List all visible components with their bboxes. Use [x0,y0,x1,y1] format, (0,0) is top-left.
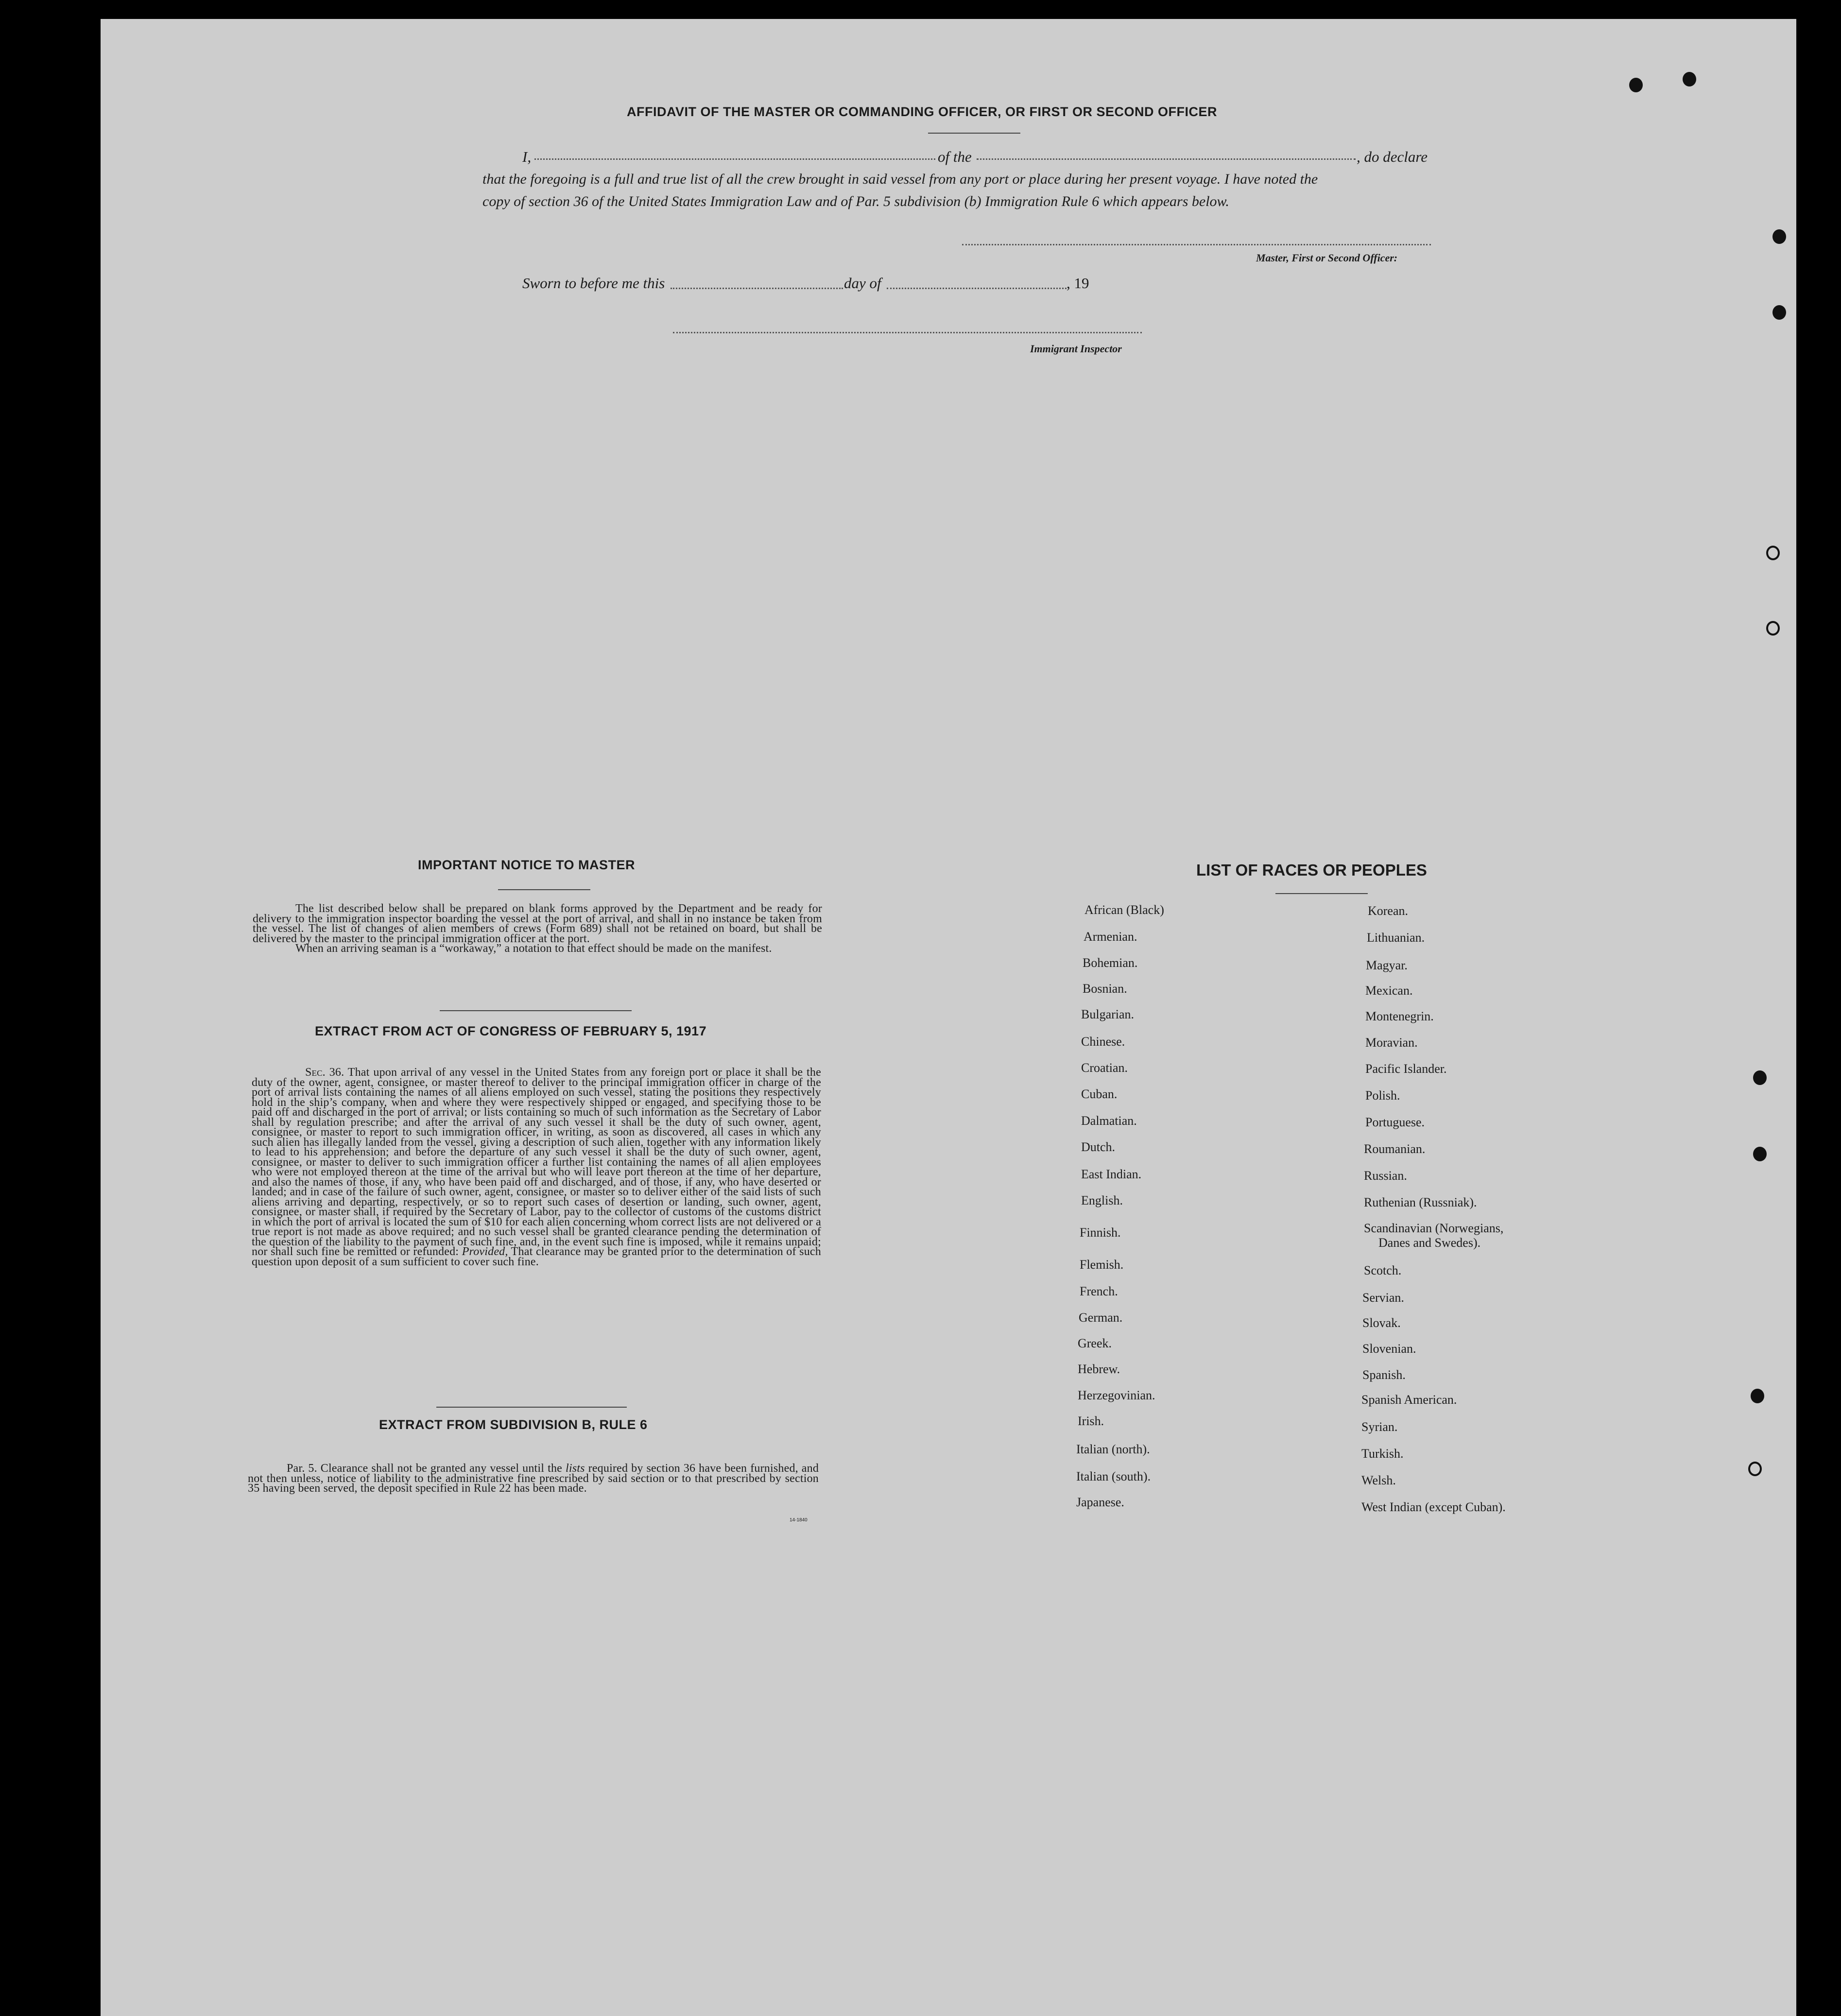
race-item: Bosnian. [1083,982,1127,996]
punch-hole [1772,305,1786,320]
extract-act-title: EXTRACT FROM ACT OF CONGRESS OF FEBRUARY 5, 1917 [315,1024,707,1038]
section-36-text-end: That clearance may be granted prior to the determination of such question upon deposit of a sum sufficient to cover such fine. [252,1245,821,1268]
race-item: Syrian. [1361,1420,1398,1434]
divider [1275,893,1368,894]
rule-text-b: required by section 36 have been furnished, and not then unless, notice of liability to the administrative fine prescribed by said section or to that prescribed by section 35 having been served, the deposit specified in Rule 22 has been made. [248,1462,819,1495]
race-item: Cuban. [1081,1087,1118,1101]
race-item: Armenian. [1084,930,1137,944]
extract-rule-body [248,1464,819,1494]
race-item: Danes and Swedes). [1378,1236,1481,1250]
race-item: Greek. [1078,1336,1112,1350]
race-item: Finnish. [1080,1225,1121,1240]
punch-hole [1748,1462,1762,1476]
race-item: English. [1081,1193,1123,1207]
race-item: West Indian (except Cuban). [1361,1500,1506,1514]
inspector-signature-blank[interactable] [673,332,1142,333]
race-item: Chinese. [1081,1034,1125,1049]
year-label: , 19 [1067,275,1089,292]
race-item: Spanish. [1362,1368,1406,1382]
do-declare-label: , do declare [1357,148,1428,165]
race-item: Magyar. [1366,958,1408,972]
affidavit-line-2: that the foregoing is a full and true list of all the crew brought in said vessel from any port or place during her present voyage. I have noted the [482,171,1318,187]
extract-act-body [252,1068,821,1267]
race-item: Polish. [1365,1088,1400,1103]
race-item: Slovenian. [1362,1342,1416,1356]
race-item: East Indian. [1081,1167,1142,1181]
race-item: Moravian. [1365,1035,1418,1050]
races-title: LIST OF RACES OR PEOPLES [1196,861,1427,879]
race-item: Hebrew. [1078,1362,1120,1376]
race-item: Pacific Islander. [1365,1062,1447,1076]
punch-hole [1753,1070,1767,1085]
divider [440,1010,632,1011]
race-item: Scotch. [1364,1263,1402,1277]
race-item: Turkish. [1361,1447,1404,1461]
race-item: Lithuanian. [1367,930,1425,945]
race-item: Korean. [1368,904,1409,918]
form-number: 14-1840 [790,1517,808,1523]
race-item: Irish. [1078,1414,1104,1428]
punch-hole [1683,72,1696,86]
day-of-label: day of [844,275,881,292]
punch-hole [1753,1147,1767,1161]
inspector-label: Immigrant Inspector [1030,343,1122,355]
master-signature-blank[interactable] [962,244,1431,245]
race-item: Herzegovinian. [1078,1388,1155,1402]
race-item: Flemish. [1080,1258,1124,1272]
race-item: Scandinavian (Norwegians, [1364,1221,1504,1235]
race-item: German. [1079,1310,1123,1325]
master-signature-label: Master, First or Second Officer: [1256,252,1398,264]
punch-hole [1629,78,1643,92]
lists-word: lists [565,1462,585,1475]
race-item: African (Black) [1084,903,1164,917]
divider [436,1407,627,1408]
section-36-text: That upon arrival of any vessel in the United States from any foreign port or place it shall be the duty of the owner, agent, consignee, or master thereof to deliver to the principal immigration officer in charge of the port of arrival lists containing the names of all aliens employed on such vessel, stating the positions they respectively hold in the ship’s company, when and where they were respectively shipped or engaged, and specifying those to be paid off and discharged in the port of arrival; or lists containing so much of such information as the Secretary of Labor shall by regulation prescribe; and after the arrival of any such vessel it shall be the duty of such owner, agent, consignee, or master to report to such immigration officer, in writing, as soon as discovered, all cases in which any such alien has illegally landed from the vessel, giving a description of such alien, together with any information likely to lead to his apprehension; and before the departure of any such vessel it shall be the duty of such owner, agent, consignee, or master to deliver to such immigration officer a further list containing the names of all alien employees who were not employed thereon at the time of the arrival but who will leave port thereon at the time of her departure, and also the names of those, if any, who have been paid off and discharged, and of those, if any, who have deserted or landed; and in case of the failure of such owner, agent, consignee, or master so to deliver either of the said lists of such aliens arriving and departing, respectively, or so to report such cases of desertion or landing, such owner, agent, consignee, or master shall, if required by the Secretary of Labor, pay to the collector of customs of the customs district in which the port of arrival is located the sum of $10 for each alien concerning whom correct lists are not delivered or a true report is not made as above required; and no such vessel shall be granted clearance pending the determination of the question of the liability to the payment of such fine, and, in the event such fine is imposed, while it remains unpaid; nor shall such fine be remitted or refunded: [252,1066,821,1258]
punch-hole [1766,621,1780,636]
punch-hole [1772,229,1786,244]
race-item: Japanese. [1076,1495,1124,1509]
race-item: Dutch. [1081,1140,1116,1154]
race-item: Italian (south). [1076,1469,1151,1483]
sworn-month-blank[interactable] [887,288,1067,289]
divider [498,889,590,890]
document-page [101,19,1796,2016]
extract-rule-title: EXTRACT FROM SUBDIVISION B, RULE 6 [379,1417,648,1432]
affidavit-line-3: copy of section 36 of the United States Immigration Law and of Par. 5 subdivision (b) Immigration Rule 6 which appears below. [482,193,1229,209]
section-label: Sec. 36. [305,1066,344,1079]
race-item: Italian (north). [1076,1442,1150,1456]
race-item: Bulgarian. [1081,1007,1135,1021]
race-item: Servian. [1362,1291,1404,1305]
sworn-label: Sworn to before me this [522,275,665,292]
race-item: Dalmatian. [1081,1114,1137,1128]
divider [928,133,1020,134]
race-item: Russian. [1364,1169,1407,1183]
sworn-day-blank[interactable] [671,288,843,289]
race-item: Mexican. [1365,983,1413,998]
race-item: Ruthenian (Russniak). [1364,1195,1477,1209]
race-item: Welsh. [1361,1473,1396,1487]
race-item: Portuguese. [1365,1115,1425,1129]
race-item: Roumanian. [1364,1142,1426,1156]
race-item: Montenegrin. [1365,1009,1434,1023]
vessel-blank[interactable] [977,158,1356,160]
notice-para-2: When an arriving seaman is a “workaway,” a notation to that effect should be made on the manifest. [295,942,772,955]
race-item: Croatian. [1081,1061,1128,1075]
affidavit-title: AFFIDAVIT OF THE MASTER OR COMMANDING OFFICER, OR FIRST OR SECOND OFFICER [627,104,1217,119]
race-item: Spanish American. [1361,1393,1457,1407]
punch-hole [1766,546,1780,560]
notice-title: IMPORTANT NOTICE TO MASTER [418,858,635,872]
rule-text-a: Par. 5. Clearance shall not be granted any vessel until the [287,1462,563,1475]
race-item: Bohemian. [1083,956,1138,970]
notice-body [253,904,822,954]
affidavit-line-1: I, [522,148,532,165]
name-blank[interactable] [534,158,935,160]
provided-word: Provided, [462,1245,508,1258]
race-item: Slovak. [1362,1316,1401,1330]
punch-hole [1751,1389,1764,1403]
race-item: French. [1080,1284,1118,1298]
notice-para-1: The list described below shall be prepared on blank forms approved by the Department and be ready for delivery to the immigration inspector boarding the vessel at the port of arrival, and shall in no instance be taken from the vessel. The list of changes of alien members of crews (Form 689) shall not be retained on board, but shall be delivered by the master to the principal immigration officer at the port. [253,902,822,945]
of-the-label: of the [938,148,972,165]
